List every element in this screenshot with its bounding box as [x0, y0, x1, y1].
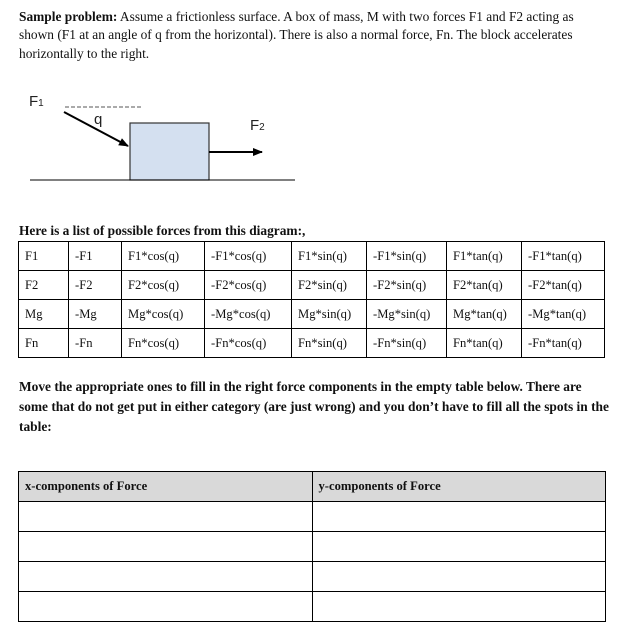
y-components-header: y-components of Force	[312, 472, 606, 502]
force-option[interactable]: F2*tan(q)	[447, 271, 522, 300]
force-option[interactable]: Mg	[19, 300, 69, 329]
components-answer-table	[18, 471, 606, 622]
diagram-graphic	[0, 85, 320, 195]
answer-row	[19, 532, 606, 562]
x-component-drop-slot[interactable]	[19, 562, 313, 592]
force-option[interactable]: -F1*cos(q)	[205, 242, 292, 271]
force-option[interactable]: -Fn*cos(q)	[205, 329, 292, 358]
force-option[interactable]: -F1*sin(q)	[367, 242, 447, 271]
force-row	[19, 329, 605, 358]
force-option[interactable]: Mg*cos(q)	[122, 300, 205, 329]
mass-box	[130, 123, 209, 180]
force-option[interactable]: Mg*tan(q)	[447, 300, 522, 329]
x-component-drop-slot[interactable]	[19, 502, 313, 532]
force-option[interactable]: -F2*sin(q)	[367, 271, 447, 300]
problem-statement	[19, 8, 609, 63]
force-diagram	[0, 85, 320, 195]
y-component-drop-slot[interactable]	[312, 562, 606, 592]
force-option[interactable]: -F1	[69, 242, 122, 271]
force-option[interactable]: -F2*tan(q)	[522, 271, 605, 300]
y-component-drop-slot[interactable]	[312, 592, 606, 622]
possible-forces-table	[18, 241, 605, 358]
force-option[interactable]: F2*sin(q)	[292, 271, 367, 300]
force-option[interactable]: F2	[19, 271, 69, 300]
force-option[interactable]: F2*cos(q)	[122, 271, 205, 300]
force-row	[19, 300, 605, 329]
force-option[interactable]: F1*cos(q)	[122, 242, 205, 271]
y-component-drop-slot[interactable]	[312, 502, 606, 532]
x-components-header: x-components of Force	[19, 472, 313, 502]
answer-row	[19, 502, 606, 532]
force-option[interactable]: -F1*tan(q)	[522, 242, 605, 271]
angle-label: q	[94, 111, 103, 128]
f1-label: F1	[29, 93, 44, 110]
force-option[interactable]: Fn	[19, 329, 69, 358]
force-row	[19, 271, 605, 300]
x-component-drop-slot[interactable]	[19, 532, 313, 562]
force-option[interactable]: F1*sin(q)	[292, 242, 367, 271]
force-row	[19, 242, 605, 271]
x-component-drop-slot[interactable]	[19, 592, 313, 622]
force-list-heading: Here is a list of possible forces from this diagram:,	[19, 223, 306, 238]
problem-text: Assume a frictionless surface. A box of mass, M with two forces F1 and F2 acting as shown (F1 at an angle of q from the horizontal). There is also a normal force, Fn. The block accelerates horizontally to the right.	[19, 9, 574, 61]
force-option[interactable]: -Fn	[69, 329, 122, 358]
answer-row	[19, 592, 606, 622]
force-option[interactable]: -Mg	[69, 300, 122, 329]
force-option[interactable]: Mg*sin(q)	[292, 300, 367, 329]
instructions-text: Move the appropriate ones to fill in the right force components in the empty table below. There are some that do not get put in either category (are just wrong) and you don’t have to fill all the spots in the table:	[19, 379, 609, 434]
force-option[interactable]: F1	[19, 242, 69, 271]
force-option[interactable]: -Mg*cos(q)	[205, 300, 292, 329]
problem-label: Sample problem:	[19, 9, 118, 24]
force-option[interactable]: -Mg*tan(q)	[522, 300, 605, 329]
force-option[interactable]: -Mg*sin(q)	[367, 300, 447, 329]
y-component-drop-slot[interactable]	[312, 532, 606, 562]
f2-label: F2	[250, 117, 265, 134]
force-option[interactable]: F1*tan(q)	[447, 242, 522, 271]
force-option[interactable]: -F2*cos(q)	[205, 271, 292, 300]
force-option[interactable]: Fn*sin(q)	[292, 329, 367, 358]
answer-row	[19, 562, 606, 592]
force-option[interactable]: -Fn*tan(q)	[522, 329, 605, 358]
force-option[interactable]: -F2	[69, 271, 122, 300]
force-option[interactable]: Fn*cos(q)	[122, 329, 205, 358]
force-option[interactable]: -Fn*sin(q)	[367, 329, 447, 358]
force-option[interactable]: Fn*tan(q)	[447, 329, 522, 358]
